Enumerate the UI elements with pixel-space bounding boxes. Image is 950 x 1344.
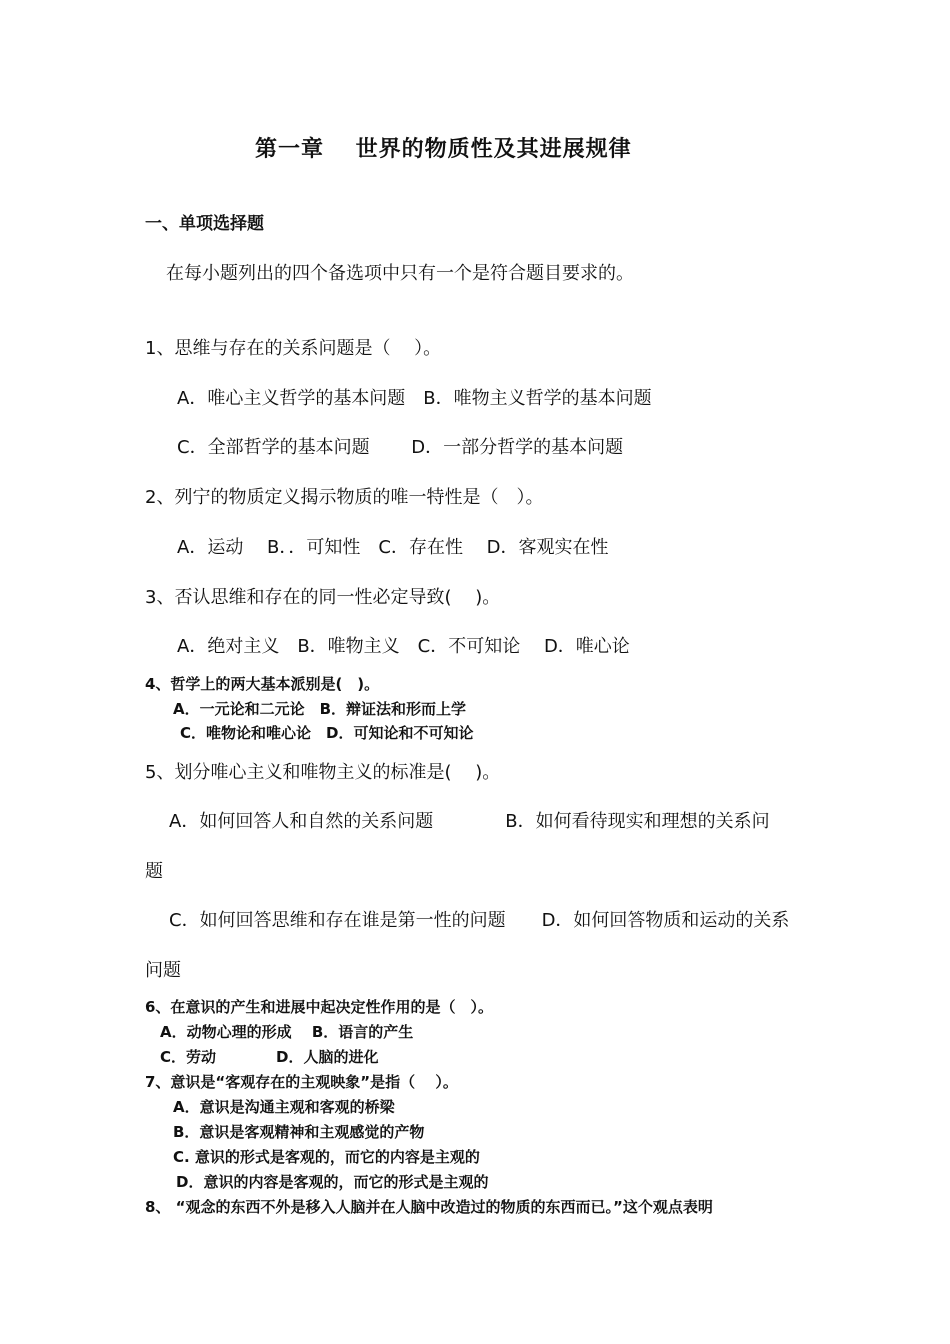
- question-7-option-b: B．意识是客观精神和主观感觉的产物: [173, 1123, 425, 1141]
- question-1-stem: 1、思维与存在的关系问题是（ ）。: [145, 338, 442, 359]
- question-7-option-a: A．意识是沟通主观和客观的桥梁: [173, 1098, 395, 1116]
- question-5-options-cd-wrap: 问题: [145, 960, 181, 981]
- question-1-options-cd: C．全部哲学的基本问题 D．一部分哲学的基本问题: [177, 437, 624, 458]
- question-2-options: A．运动 B．．可知性 C．存在性 D．客观实在性: [177, 537, 609, 558]
- question-2-stem: 2、列宁的物质定义揭示物质的唯一特性是（ ）。: [145, 487, 544, 508]
- question-3-options: A．绝对主义 B．唯物主义 C．不可知论 D．唯心论: [177, 636, 630, 657]
- question-6-stem: 6、在意识的产生和进展中起决定性作用的是（ ）。: [145, 998, 493, 1016]
- question-5-options-cd: C．如何回答思维和存在谁是第一性的问题 D．如何回答物质和运动的关系: [169, 910, 790, 931]
- question-7-stem: 7、意识是“客观存在的主观映象”是指（ ）。: [145, 1073, 458, 1091]
- question-4-options-cd: C．唯物论和唯心论 D．可知论和不可知论: [180, 724, 474, 742]
- chapter-title: 第一章 世界的物质性及其进展规律: [255, 137, 632, 162]
- question-6-options-ab: A．动物心理的形成 B．语言的产生: [160, 1023, 414, 1041]
- instruction-text: 在每小题列出的四个备选项中只有一个是符合题目要求的。: [166, 263, 634, 284]
- question-5-options-ab-wrap: 题: [145, 861, 163, 882]
- question-6-options-cd: C．劳动 D．人脑的进化: [160, 1048, 379, 1066]
- question-4-stem: 4、哲学上的两大基本派别是( )。: [145, 675, 380, 693]
- question-5-options-ab: A．如何回答人和自然的关系问题 B．如何看待现实和理想的关系问: [169, 811, 770, 832]
- question-8-stem: 8、 “观念的东西不外是移入人脑并在人脑中改造过的物质的东西而已。”这个观点表明: [145, 1198, 713, 1216]
- question-4-options-ab: A．一元论和二元论 B．辩证法和形而上学: [173, 700, 467, 718]
- question-3-stem: 3、否认思维和存在的同一性必定导致( )。: [145, 587, 501, 608]
- question-7-option-d: D．意识的内容是客观的，而它的形式是主观的: [176, 1173, 489, 1191]
- section-title: 一、单项选择题: [145, 214, 264, 234]
- question-5-stem: 5、划分唯心主义和唯物主义的标准是( )。: [145, 762, 501, 783]
- question-7-option-c: C. 意识的形式是客观的，而它的内容是主观的: [173, 1148, 480, 1166]
- question-1-options-ab: A．唯心主义哲学的基本问题 B．唯物主义哲学的基本问题: [177, 388, 652, 409]
